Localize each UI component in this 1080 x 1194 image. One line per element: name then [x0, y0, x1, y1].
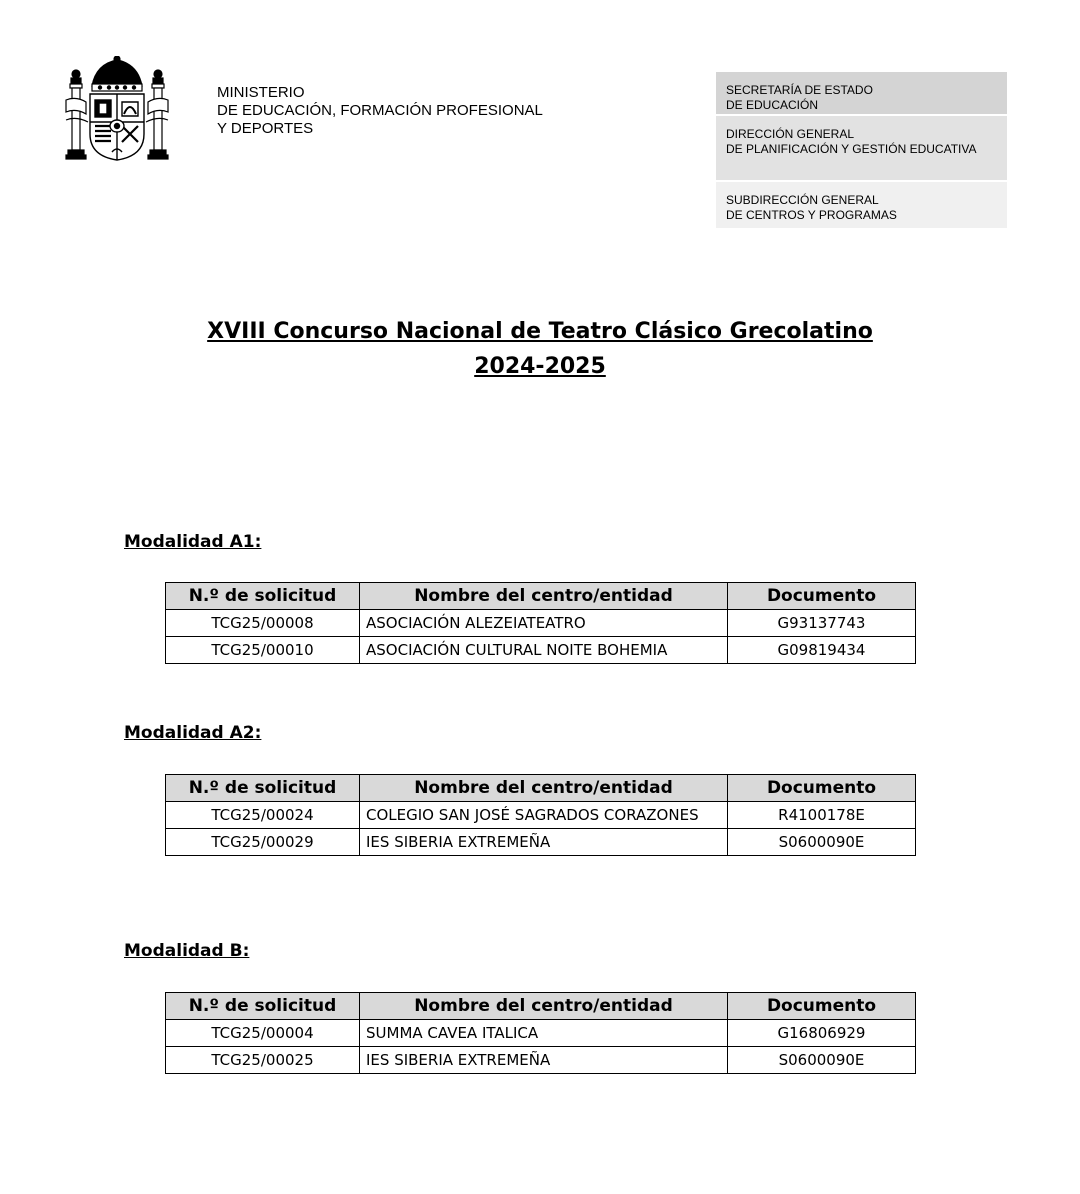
agency-line: DE CENTROS Y PROGRAMAS: [726, 208, 897, 222]
header-documento: Documento: [728, 993, 916, 1020]
header-nombre: Nombre del centro/entidad: [360, 583, 728, 610]
header-nombre: Nombre del centro/entidad: [360, 993, 728, 1020]
agency-block-secretaria: [716, 72, 1007, 114]
header-documento: Documento: [728, 775, 916, 802]
document-title: [0, 314, 1080, 384]
table-row: [166, 829, 916, 856]
cell-documento: S0600090E: [728, 829, 916, 856]
table-row: [166, 637, 916, 664]
agency-block-subdireccion: [716, 182, 1007, 228]
table-header-row: [166, 583, 916, 610]
cell-solicitud: TCG25/00010: [166, 637, 360, 664]
table-modalidad-a1: [165, 582, 916, 664]
cell-nombre: ASOCIACIÓN ALEZEIATEATRO: [360, 610, 728, 637]
agency-line: SUBDIRECCIÓN GENERAL: [726, 193, 879, 207]
cell-documento: G93137743: [728, 610, 916, 637]
cell-solicitud: TCG25/00004: [166, 1020, 360, 1047]
cell-nombre: SUMMA CAVEA ITALICA: [360, 1020, 728, 1047]
cell-solicitud: TCG25/00008: [166, 610, 360, 637]
cell-documento: G09819434: [728, 637, 916, 664]
table-header-row: [166, 993, 916, 1020]
section-label-b: Modalidad B:: [124, 941, 250, 961]
ministry-line: DE EDUCACIÓN, FORMACIÓN PROFESIONAL: [217, 102, 543, 119]
agency-hierarchy: [716, 72, 1007, 228]
ministry-line: MINISTERIO: [217, 84, 305, 101]
cell-solicitud: TCG25/00024: [166, 802, 360, 829]
cell-documento: G16806929: [728, 1020, 916, 1047]
header-solicitud: N.º de solicitud: [166, 993, 360, 1020]
header-solicitud: N.º de solicitud: [166, 583, 360, 610]
cell-documento: S0600090E: [728, 1047, 916, 1074]
section-label-a2: Modalidad A2:: [124, 723, 262, 743]
cell-nombre: ASOCIACIÓN CULTURAL NOITE BOHEMIA: [360, 637, 728, 664]
header-documento: Documento: [728, 583, 916, 610]
table-row: [166, 1020, 916, 1047]
ministry-line: Y DEPORTES: [217, 120, 314, 137]
cell-nombre: IES SIBERIA EXTREMEÑA: [360, 1047, 728, 1074]
section-label-a1: Modalidad A1:: [124, 532, 262, 552]
title-line-2: 2024-2025: [474, 354, 606, 379]
header-solicitud: N.º de solicitud: [166, 775, 360, 802]
agency-block-direccion: [716, 116, 1007, 180]
cell-nombre: COLEGIO SAN JOSÉ SAGRADOS CORAZONES: [360, 802, 728, 829]
table-row: [166, 610, 916, 637]
agency-line: DIRECCIÓN GENERAL: [726, 127, 855, 141]
table-header-row: [166, 775, 916, 802]
title-line-1: XVIII Concurso Nacional de Teatro Clásico Grecolatino: [207, 319, 873, 344]
cell-solicitud: TCG25/00029: [166, 829, 360, 856]
table-modalidad-a2: [165, 774, 916, 856]
coat-of-arms-icon: [62, 56, 172, 162]
ministry-name: [217, 84, 543, 138]
cell-documento: R4100178E: [728, 802, 916, 829]
table-row: [166, 1047, 916, 1074]
cell-nombre: IES SIBERIA EXTREMEÑA: [360, 829, 728, 856]
table-modalidad-b: [165, 992, 916, 1074]
agency-line: DE EDUCACIÓN: [726, 98, 819, 112]
agency-line: DE PLANIFICACIÓN Y GESTIÓN EDUCATIVA: [726, 142, 977, 156]
header-nombre: Nombre del centro/entidad: [360, 775, 728, 802]
cell-solicitud: TCG25/00025: [166, 1047, 360, 1074]
table-row: [166, 802, 916, 829]
agency-line: SECRETARÍA DE ESTADO: [726, 83, 873, 97]
